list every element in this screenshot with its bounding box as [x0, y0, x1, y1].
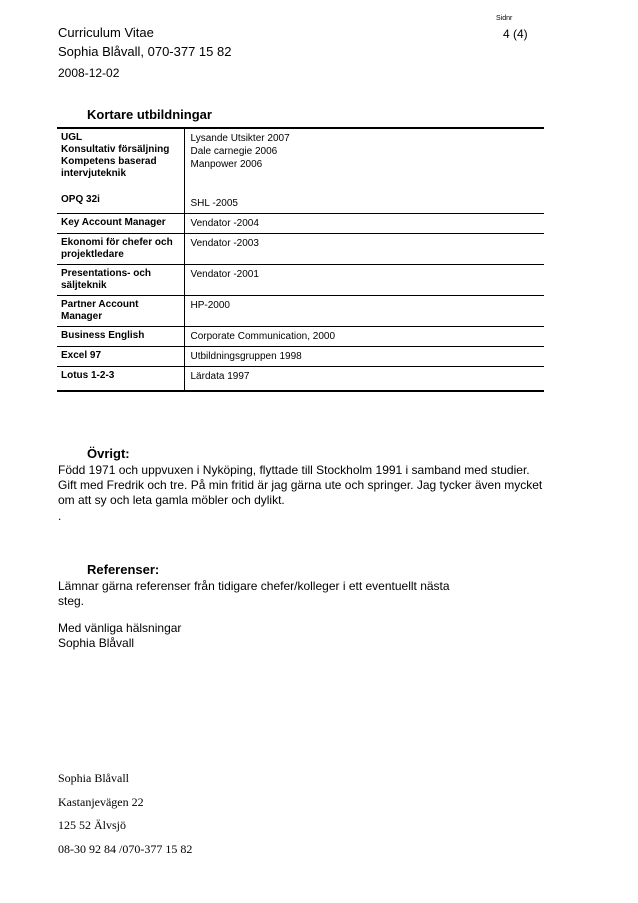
course-name: OPQ 32i [61, 194, 100, 205]
table-row [57, 327, 544, 347]
course-name-cell [57, 234, 184, 265]
page-number: 4 (4) [503, 27, 528, 41]
table-row [57, 234, 544, 265]
footer-name: Sophia Blåvall [58, 771, 129, 785]
closing-greeting: Med vänliga hälsningar [58, 621, 182, 635]
course-provider: Vendator -2001 [184, 265, 544, 296]
table-row [57, 347, 544, 367]
courses-table [57, 127, 544, 392]
references-heading: Referenser: [87, 562, 160, 577]
table-row [57, 265, 544, 296]
spacer [191, 171, 541, 197]
page-number-label: Sidnr [496, 15, 513, 22]
spacer [61, 180, 180, 194]
footer-postal: 125 52 Älvsjö [58, 818, 127, 832]
closing [58, 621, 548, 651]
courses-heading: Kortare utbildningar [87, 107, 212, 122]
course-name: Key Account Manager [57, 214, 184, 234]
course-provider: Vendator -2004 [184, 214, 544, 234]
course-name: Partner Account Manager [57, 296, 184, 327]
course-name: Presentations- och säljteknik [61, 268, 152, 291]
table-row [57, 214, 544, 234]
document-date: 2008-12-02 [58, 66, 120, 80]
course-provider: Manpower 2006 [190, 159, 263, 170]
course-name-cell [57, 128, 184, 214]
course-name: Kompetens baserad intervjuteknik [61, 156, 157, 179]
course-provider: Dale carnegie 2006 [190, 146, 278, 157]
course-name: Konsultativ försäljning [61, 144, 170, 155]
course-name: Ekonomi för chefer och projektledare [61, 237, 173, 260]
course-provider: Lärdata 1997 [184, 367, 544, 392]
course-provider: Corporate Communication, 2000 [184, 327, 544, 347]
table-row [57, 296, 544, 327]
other-text: Född 1971 och uppvuxen i Nyköping, flyttade till Stockholm 1991 i samband med studier. Gift med Fredrik och tre. På min fritid är jag gärna ute och springer. Jag tycker även mycket om att sy och leta gamla möbler och dylikt. [58, 463, 543, 507]
course-name-cell [57, 265, 184, 296]
course-provider: Utbildningsgruppen 1998 [184, 347, 544, 367]
course-provider: Lysande Utsikter 2007 [190, 133, 290, 144]
footer-street: Kastanjevägen 22 [58, 795, 144, 809]
table-row [57, 128, 544, 214]
references-text: Lämnar gärna referenser från tidigare chefer/kolleger i ett eventuellt nästa steg. [58, 579, 450, 608]
course-provider: SHL -2005 [190, 198, 238, 209]
course-name: Excel 97 [57, 347, 184, 367]
course-provider: Vendator -2003 [184, 234, 544, 265]
footer-phones: 08-30 92 84 /070-377 15 82 [58, 842, 193, 856]
course-provider: HP-2000 [184, 296, 544, 327]
other-trailing-dot: . [58, 509, 62, 523]
course-name: Business English [57, 327, 184, 347]
course-provider-cell [184, 128, 544, 214]
course-name: UGL [61, 132, 83, 143]
table-row [57, 367, 544, 392]
closing-signature: Sophia Blåvall [58, 636, 135, 650]
other-heading: Övrigt: [87, 446, 130, 461]
course-name: Lotus 1-2-3 [57, 367, 184, 392]
name-and-phone: Sophia Blåvall, 070-377 15 82 [58, 44, 232, 59]
document-title: Curriculum Vitae [58, 25, 154, 40]
